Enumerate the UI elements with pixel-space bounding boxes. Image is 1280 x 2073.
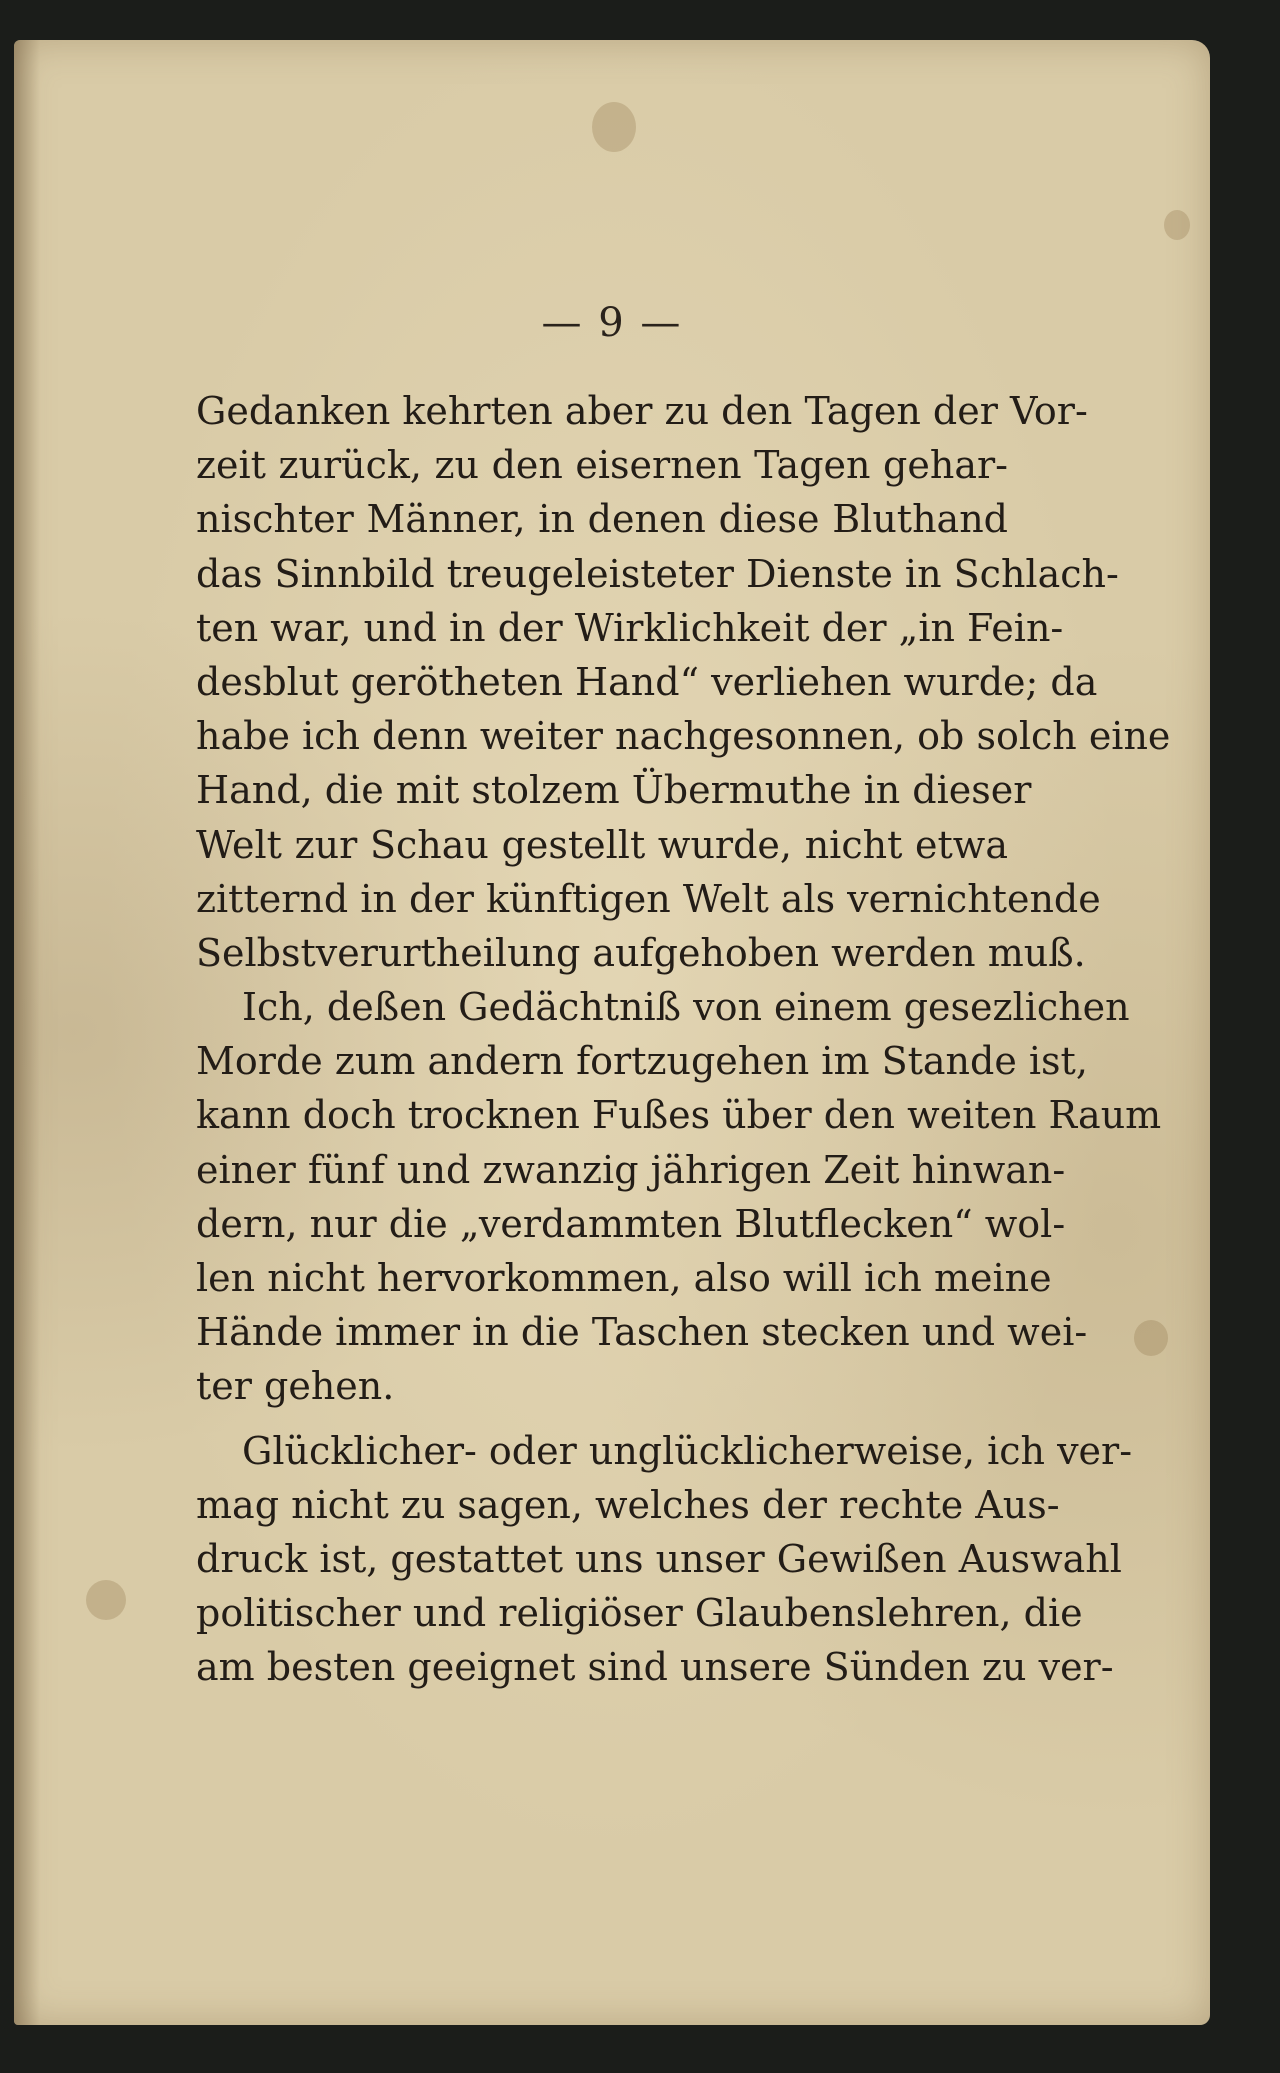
text-line: Welt zur Schau gestellt wurde, nicht etwa bbox=[196, 822, 1008, 867]
text-line: einer fünf und zwanzig jährigen Zeit hinwan- bbox=[196, 1147, 1066, 1192]
text-line: desblut gerötheten Hand“ verliehen wurde; da bbox=[196, 659, 1098, 704]
text-line: mag nicht zu sagen, welches der rechte Aus- bbox=[196, 1482, 1060, 1527]
text-line: am besten geeignet sind unsere Sünden zu ver- bbox=[196, 1645, 1114, 1690]
paragraph-3 bbox=[196, 1424, 1133, 1695]
text-line: Hände immer in die Taschen stecken und wei- bbox=[196, 1310, 1088, 1355]
text-line: habe ich denn weiter nachgesonnen, ob solch eine bbox=[196, 714, 1171, 759]
text-line: das Sinnbild treugeleisteter Dienste in Schlach- bbox=[196, 551, 1119, 596]
text-line: nischter Männer, in denen diese Bluthand bbox=[196, 497, 1008, 542]
text-line: ter gehen. bbox=[196, 1364, 395, 1409]
text-line: ten war, und in der Wirklichkeit der „in Fein- bbox=[196, 605, 1064, 650]
text-line: druck ist, gestattet uns unser Gewißen Auswahl bbox=[196, 1536, 1122, 1581]
text-line: zeit zurück, zu den eisernen Tagen gehar- bbox=[196, 443, 1008, 488]
text-line: Ich, deßen Gedächtniß von einem gesezlichen bbox=[242, 985, 1130, 1030]
paragraph-1 bbox=[196, 384, 1171, 980]
paper-stain bbox=[592, 102, 636, 152]
paragraph-2 bbox=[196, 980, 1162, 1414]
body-text bbox=[196, 384, 1171, 1695]
page-number: — 9 — bbox=[541, 300, 683, 346]
text-line: politischer und religiöser Glaubenslehren, die bbox=[196, 1591, 1083, 1636]
paper-stain bbox=[86, 1580, 126, 1620]
text-line: zitternd in der künftigen Welt als vernichtende bbox=[196, 876, 1101, 921]
text-line: Gedanken kehrten aber zu den Tagen der Vor- bbox=[196, 389, 1088, 433]
text-line: Hand, die mit stolzem Übermuthe in dieser bbox=[196, 768, 1032, 813]
text-line: Selbstverurtheilung aufgehoben werden muß. bbox=[196, 930, 1086, 975]
text-line: Glücklicher- oder unglücklicherweise, ich ver- bbox=[242, 1428, 1133, 1473]
text-line: kann doch trocknen Fußes über den weiten Raum bbox=[196, 1093, 1162, 1138]
paper-stain bbox=[1164, 210, 1190, 240]
book-page bbox=[14, 40, 1210, 2025]
text-line: Morde zum andern fortzugehen im Stande ist, bbox=[196, 1039, 1088, 1084]
text-line: len nicht hervorkommen, also will ich meine bbox=[196, 1256, 1052, 1300]
paragraph-spacer bbox=[196, 1414, 1008, 1424]
text-line: dern, nur die „verdammten Blutflecken“ wol- bbox=[196, 1201, 1066, 1246]
paper-stain bbox=[1134, 1320, 1168, 1356]
